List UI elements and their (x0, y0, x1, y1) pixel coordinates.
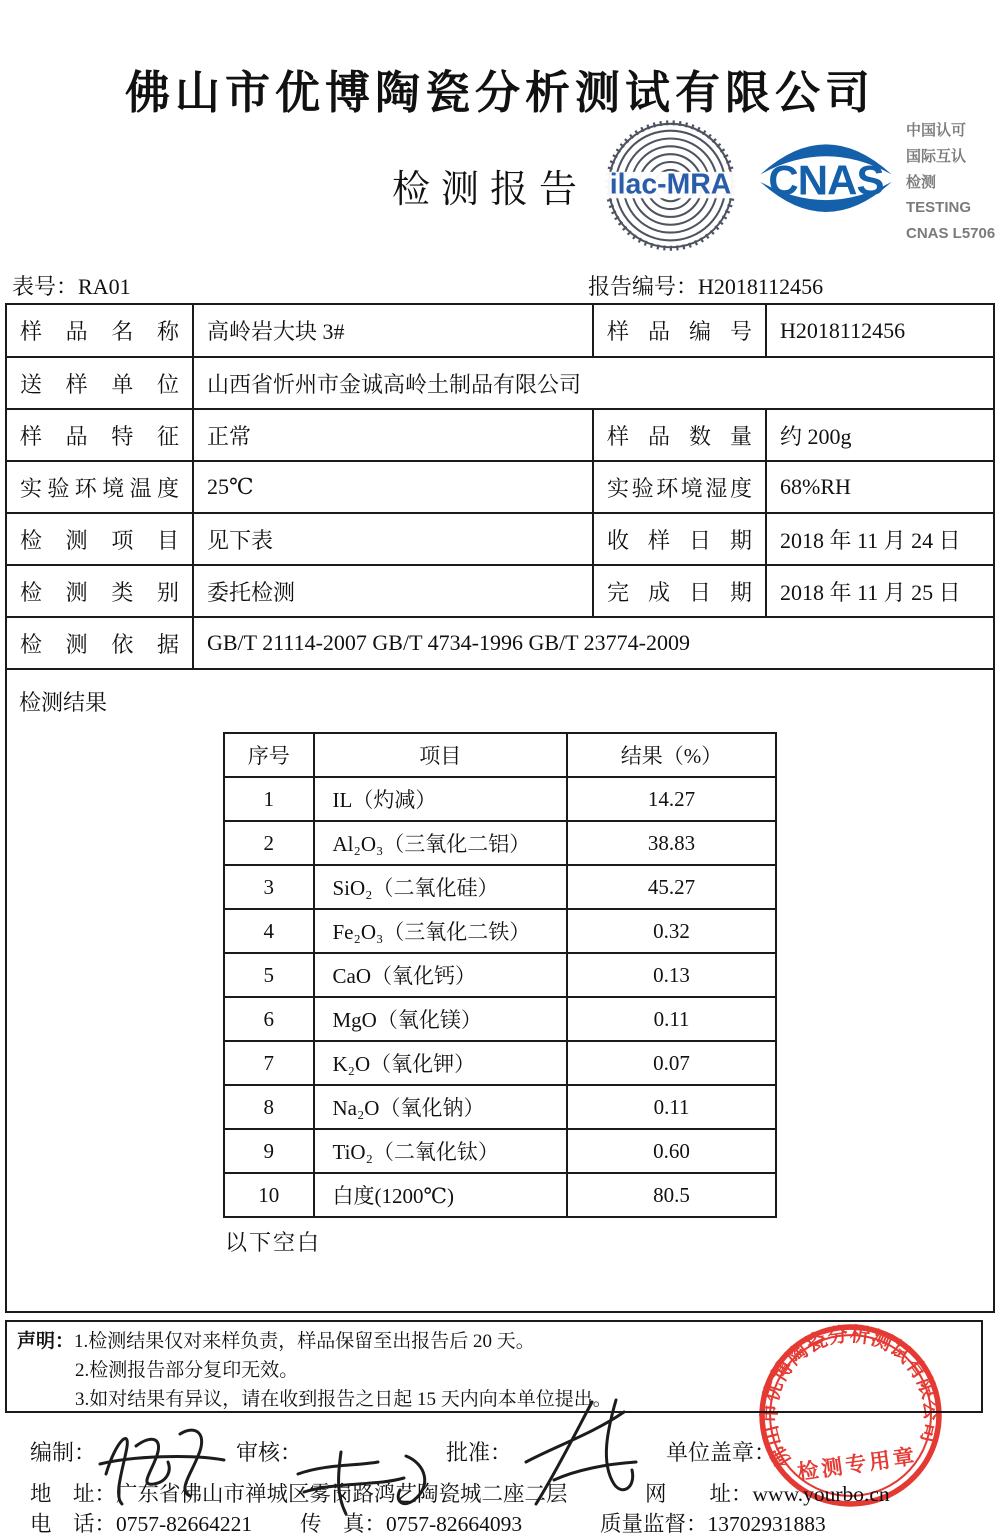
sample-quantity-label: 样品数量 (593, 409, 766, 461)
report-body-box (5, 303, 995, 1313)
results-cell-no: 5 (224, 953, 314, 997)
results-row (224, 909, 776, 953)
signature-reviewed (286, 1444, 446, 1519)
ilac-mra-logo-text: ilac-MRA (609, 168, 732, 201)
quality-supervision-label: 质量监督： (600, 1512, 708, 1536)
sample-character-value: 正常 (193, 409, 593, 461)
quality-supervision-value: 13702931883 (707, 1512, 826, 1536)
table-row (7, 409, 993, 461)
results-cell-result: 0.11 (567, 997, 776, 1041)
phone-label: 电 话： (30, 1512, 117, 1536)
results-cell-no: 7 (224, 1041, 314, 1085)
ilac-mra-logo-icon (597, 114, 744, 261)
results-cell-no: 2 (224, 821, 314, 865)
prepared-by-label: 编制： (30, 1440, 97, 1465)
results-cell-item: 白度(1200℃) (314, 1173, 568, 1217)
results-cell-result: 0.07 (567, 1041, 776, 1085)
results-row (224, 1041, 776, 1085)
results-cell-result: 0.32 (567, 909, 776, 953)
results-cell-result: 0.60 (567, 1129, 776, 1173)
results-row (224, 777, 776, 821)
results-cell-no: 8 (224, 1085, 314, 1129)
company-stamp (748, 1313, 953, 1518)
table-row (7, 461, 993, 513)
results-section (7, 670, 993, 1255)
website-value: www.yourbo.cn (752, 1482, 890, 1506)
address-value: 广东省佛山市禅城区雾岗路鸿艺陶瓷城二座二层 (116, 1482, 568, 1506)
test-category-value: 委托检测 (193, 565, 593, 617)
reviewed-by-label: 审核： (236, 1440, 303, 1465)
company-seal-label: 单位盖章： (666, 1440, 777, 1465)
env-temp-value: 25℃ (193, 461, 593, 513)
fax-value: 0757-82664093 (386, 1512, 523, 1536)
results-section-title: 检测结果 (19, 690, 108, 715)
results-header-row (224, 733, 776, 777)
accreditation-line: 检测 (906, 173, 937, 191)
test-items-label: 检测项目 (7, 513, 193, 565)
accreditation-line: TESTING (906, 199, 972, 217)
form-number-label: 表号： (12, 274, 79, 299)
results-cell-result: 14.27 (567, 777, 776, 821)
results-cell-no: 3 (224, 865, 314, 909)
results-cell-no: 10 (224, 1173, 314, 1217)
results-cell-item: Fe₂O₃（三氧化二铁） (314, 909, 568, 953)
results-cell-no: 1 (224, 777, 314, 821)
results-row (224, 1173, 776, 1217)
results-cell-item: K₂O（氧化钾） (314, 1041, 568, 1085)
sample-quantity-value: 约 200g (766, 409, 993, 461)
sample-name-value: 高岭岩大块 3# (193, 305, 593, 357)
signature-prepared (92, 1412, 232, 1512)
cnas-logo-text: CNAS (768, 156, 884, 204)
results-row (224, 821, 776, 865)
table-row (7, 565, 993, 617)
sample-name-label: 样品名称 (7, 305, 193, 357)
website-label: 网 址： (645, 1482, 753, 1506)
results-table-body (224, 777, 776, 1217)
sender-label: 送样单位 (7, 357, 193, 409)
results-cell-no: 9 (224, 1129, 314, 1173)
results-row (224, 1085, 776, 1129)
results-row (224, 1129, 776, 1173)
results-cell-item: IL（灼减） (314, 777, 568, 821)
stamp-center-text: 检测专用章 (796, 1444, 919, 1485)
results-row (224, 953, 776, 997)
results-cell-no: 6 (224, 997, 314, 1041)
table-row (7, 305, 993, 357)
env-temp-label: 实验环境温度 (7, 461, 193, 513)
sample-no-label: 样品编号 (593, 305, 766, 357)
accreditation-line: 中国认可 (906, 122, 967, 139)
results-header-result: 结果（%） (567, 733, 776, 777)
report-number (588, 270, 823, 301)
sender-value: 山西省忻州市金诚高岭土制品有限公司 (193, 357, 993, 409)
approved-by-label: 批准： (446, 1440, 513, 1465)
env-humidity-label: 实验环境湿度 (593, 461, 766, 513)
results-cell-item: CaO（氧化钙） (314, 953, 568, 997)
results-header-no: 序号 (224, 733, 314, 777)
complete-date-value: 2018 年 11 月 25 日 (766, 565, 993, 617)
results-cell-item: MgO（氧化镁） (314, 997, 568, 1041)
table-row (7, 513, 993, 565)
statement-item: 1.检测结果仅对来样负责，样品保留至出报告后 20 天。 (74, 1331, 535, 1352)
report-number-label: 报告编号： (588, 274, 699, 299)
results-cell-item: TiO₂（二氧化钛） (314, 1129, 568, 1173)
accreditation-text-block (906, 118, 1000, 247)
results-cell-result: 38.83 (567, 821, 776, 865)
stamp-ring-text: 佛山市优博陶瓷分析测试有限公司 (758, 1323, 943, 1471)
test-basis-label: 检测依据 (7, 617, 193, 669)
svg-text:佛山市优博陶瓷分析测试有限公司 (748, 1313, 949, 1473)
results-cell-result: 45.27 (567, 865, 776, 909)
form-number (12, 270, 131, 301)
receive-date-value: 2018 年 11 月 24 日 (766, 513, 993, 565)
cnas-logo-icon (753, 122, 899, 238)
results-row (224, 997, 776, 1041)
report-title: 检测报告 (392, 169, 589, 211)
sample-no-value: H2018112456 (766, 305, 993, 357)
env-humidity-value: 68%RH (766, 461, 993, 513)
sample-character-label: 样品特征 (7, 409, 193, 461)
signature-approved (496, 1392, 666, 1517)
complete-date-label: 完成日期 (593, 565, 766, 617)
test-category-label: 检测类别 (7, 565, 193, 617)
table-row (7, 357, 993, 409)
below-blank-note: 以下空白 (225, 1230, 322, 1255)
company-name: 佛山市优博陶瓷分析测试有限公司 (124, 68, 875, 118)
results-cell-item: Na₂O（氧化钠） (314, 1085, 568, 1129)
address-label: 地 址： (30, 1482, 117, 1506)
test-items-value: 见下表 (193, 513, 593, 565)
results-cell-item: Al₂O₃（三氧化二铝） (314, 821, 568, 865)
receive-date-label: 收样日期 (593, 513, 766, 565)
results-header-item: 项目 (314, 733, 568, 777)
results-cell-result: 80.5 (567, 1173, 776, 1217)
phone-value: 0757-82664221 (116, 1512, 253, 1536)
sample-info-table (7, 305, 993, 670)
results-table (223, 732, 777, 1218)
form-number-value: RA01 (78, 274, 131, 299)
results-cell-item: SiO₂（二氧化硅） (314, 865, 568, 909)
accreditation-line: 国际互认 (906, 147, 967, 165)
results-row (224, 865, 776, 909)
results-cell-result: 0.11 (567, 1085, 776, 1129)
results-cell-no: 4 (224, 909, 314, 953)
results-cell-result: 0.13 (567, 953, 776, 997)
statement-item: 2.检测报告部分复印无效。 (75, 1360, 299, 1381)
statement-label: 声明： (17, 1331, 75, 1352)
accreditation-line: CNAS L5706 (906, 225, 996, 243)
report-number-value: H2018112456 (698, 274, 824, 299)
statement-item: 3.如对结果有异议，请在收到报告之日起 15 天内向本单位提出。 (75, 1389, 612, 1410)
table-row (7, 617, 993, 669)
test-basis-value: GB/T 21114-2007 GB/T 4734-1996 GB/T 23774-2009 (193, 617, 993, 669)
fax-label: 传 真： (300, 1512, 387, 1536)
